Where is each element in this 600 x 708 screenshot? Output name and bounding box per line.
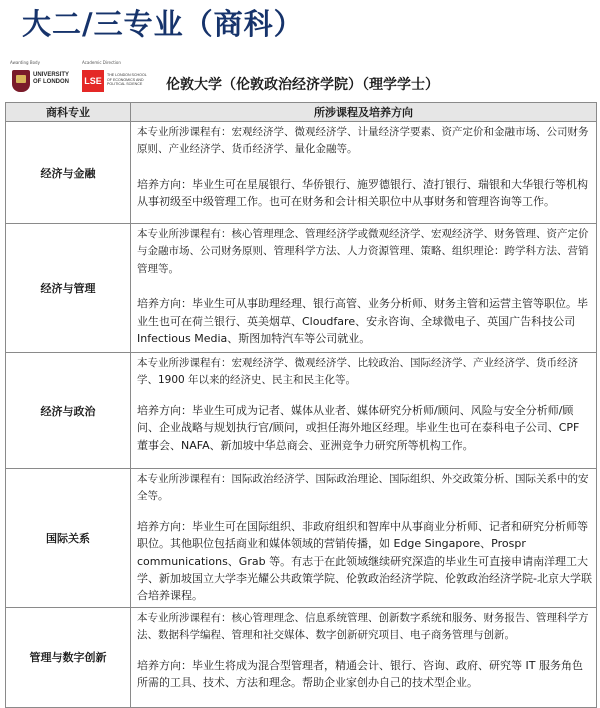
courses-text: 本专业所涉课程有：宏观经济学、微观经济学、比较政治、国际经济学、产业经济学、货币经济学、1900 年以来的经济史、民主和民主化等。: [137, 357, 578, 387]
header-courses: 所涉课程及培养方向: [131, 103, 597, 122]
career-text: 培养方向：毕业生可在星展银行、华侨银行、施罗德银行、渣打银行、瑞银和大华银行等机构从事初级至中级管理工作。也可在财务和会计相关职位中从事财务和管理咨询等工作。: [137, 177, 588, 209]
major-details: [131, 353, 597, 469]
lse-logo: [82, 60, 150, 100]
uol-line2: OF LONDON: [33, 79, 69, 85]
table-row: [6, 353, 597, 469]
logo-group: [10, 60, 150, 102]
lse-line2: OF ECONOMICS AND: [107, 77, 144, 82]
uol-caption: Awarding Body: [10, 60, 40, 65]
lse-wordmark: [107, 73, 147, 87]
table-row: [6, 122, 597, 224]
spacer: [137, 645, 592, 657]
career-text: 培养方向：毕业生可成为记者、媒体从业者、媒体研究分析师/顾问、风险与安全分析师/顾问、企业战略与规划执行官/顾问，或担任海外地区经理。毕业生也可在泰科电子公司、CPF 董事会、NAFA、新加坡中华总商会、亚洲竞争力研究所等机构工作。: [137, 403, 580, 452]
table-row: [6, 224, 597, 353]
majors-table: [5, 102, 597, 708]
major-details: [131, 224, 597, 353]
major-name: 经济与政治: [6, 353, 131, 469]
spacer: [137, 506, 592, 518]
lse-mark-icon: LSE: [82, 70, 104, 92]
major-name: 国际关系: [6, 469, 131, 608]
courses-text: 本专业所涉课程有：核心管理理念、管理经济学或微观经济学、宏观经济学、财务管理、资产定价与金融市场、公司财务原则、管理科学方法、人力资源管理、策略、组织理论：跨学科方法、营销管理等。: [137, 228, 589, 275]
spacer: [137, 278, 592, 295]
major-details: [131, 122, 597, 224]
courses-text: 本专业所涉课程有：宏观经济学、微观经济学、计量经济学要素、资产定价和金融市场、公司财务原则、产业经济学、货币经济学、量化金融等。: [137, 126, 589, 156]
uol-line1: UNIVERSITY: [33, 72, 70, 78]
crest-icon: [12, 70, 30, 92]
page-title: 大二/三专业（商科）: [22, 7, 304, 41]
courses-text: 本专业所涉课程有：国际政治经济学、国际政治理论、国际组织、外交政策分析、国际关系中的安全等。: [137, 473, 589, 503]
major-details: [131, 469, 597, 608]
university-title: 伦敦大学（伦敦政治经济学院）（理学学士）: [166, 77, 439, 93]
spacer: [137, 159, 592, 176]
lse-line3: POLITICAL SCIENCE: [107, 82, 143, 86]
career-text: 培养方向：毕业生将成为混合型管理者，精通会计、银行、咨询、政府、研究等 IT 服务角色所需的工具、技术、方法和理念。帮助企业家创办自己的技术型企业。: [137, 658, 583, 690]
uol-wordmark: [33, 72, 69, 86]
major-name: 经济与金融: [6, 122, 131, 224]
courses-text: 本专业所涉课程有：核心管理理念、信息系统管理、创新数字系统和服务、财务报告、管理科学方法、数据科学编程、管理和社交媒体、数字创新研究项目、电子商务管理与创新。: [137, 611, 589, 642]
spacer: [137, 390, 592, 402]
header-major: 商科专业: [6, 103, 131, 122]
lse-line1: THE LONDON SCHOOL: [107, 73, 147, 77]
major-name: 经济与管理: [6, 224, 131, 353]
table-row: [6, 469, 597, 608]
lse-caption: Academic Direction: [82, 60, 121, 65]
major-name: 管理与数字创新: [6, 607, 131, 707]
major-details: [131, 607, 597, 707]
table-row: [6, 607, 597, 707]
university-of-london-logo: [10, 60, 80, 100]
table-header-row: [6, 103, 597, 122]
career-text: 培养方向：毕业生可在国际组织、非政府组织和智库中从事商业分析师、记者和研究分析师等职位。其他职位包括商业和媒体领域的营销传播，如 Edge Singapore、Prospr communications、Grab 等。有志于在此领域继续研究深造的毕业生可直接申请南洋理工大学、新加坡国立大学李光耀公共政策学院、伦敦政治经济学院、伦敦政治经济学院-北京大学联合培养课程。: [137, 519, 592, 603]
career-text: 培养方向：毕业生可从事助理经理、银行高管、业务分析师、财务主管和运营主管等职位。毕业生也可在荷兰银行、英美烟草、Cloudfare、安永咨询、全球微电子、英国广告科技公司 Infectious Media、斯图加特汽车等公司就业。: [137, 297, 588, 346]
